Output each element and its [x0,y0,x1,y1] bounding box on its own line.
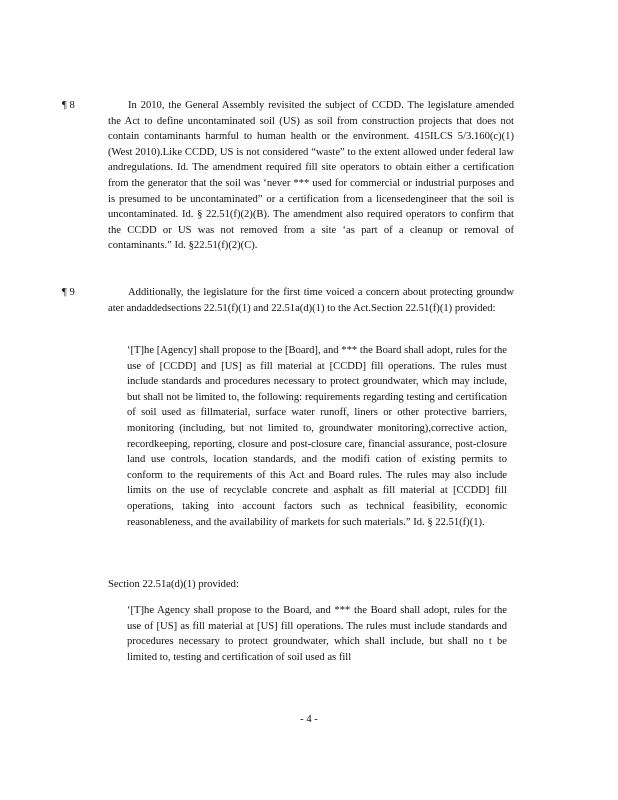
quote-text: ‘[T]he [Agency] shall propose to the [Board], and *** the Board shall adopt, rules for the use of [CCDD] and [US] as fill material at [CCDD] fill operations. The rules must include standards and procedures necessary to protect groundwater, which may include, but shall not be limited to, the following: requirements regarding testing and certification of soil used as fillmaterial, surface water runoff, liners or other protective barriers, monitoring (including, but not limited to, groundwater monitoring),corrective action, recordkeeping, reporting, closure and post-closure care, financial assurance, post-closure land use controls, location standards, and the modifi cation of existing permits to conform to the requirements of this Act and Board rules. The rules may also include limits on the use of recyclable concrete and asphalt as fill material at [CCDD] fill operations, taking into account factors such as technical feasibility, economic reasonableness, and the availability of markets for such materials.” Id. § 22.51(f)(1). [127,345,507,528]
paragraph-number: ¶ 9 [62,287,75,298]
quote-text: ‘[T]he Agency shall propose to the Board, and *** the Board shall adopt, rules for the use of [US] as fill material at [US] fill operations. The rules must include standards and procedures necessary to protect groundwater, which shall include, but shall no t be limited to, testing and certification of soil used as fill [127,605,507,663]
paragraph-text: In 2010, the General Assembly revisited the subject of CCDD. The legislature amended the Act to define uncontaminated soil (US) as soil from construction projects that does not contain contaminants harmful to human health or the environment. 415ILCS 5/3.160(c)(1) (West 2010).Like CCDD, US is not considered “waste” to the extent allowed under federal law andregulations. Id. The amendment required fill site operators to obtain either a certification from the generator that the soil was ‘never *** used for commercial or industrial purposes and is presumed to be uncontaminated” or a certification from a licensedengineer that the soil is uncontaminated. Id. § 22.51(f)(2)(B). The amendment also required operators to confirm that the CCDD or US was not removed from a site ‘as part of a cleanup or removal of contaminants.” Id. §22.51(f)(2)(C). [108,100,514,252]
section-lead: Section 22.51a(d)(1) provided: [108,579,239,590]
paragraph-9 [62,285,514,316]
page-number: - 4 - [300,714,318,725]
paragraph-8 [62,98,514,254]
block-quote-2 [127,603,507,665]
paragraph-text: Additionally, the legislature for the first time voiced a concern about protecting groundw ater andaddedsections 22.51(f)(1) and 22.51a(d)(1) to the Act.Section 22.51(f)(1) provided: [108,287,514,314]
block-quote-1 [127,343,507,530]
paragraph-number: ¶ 8 [62,100,75,111]
